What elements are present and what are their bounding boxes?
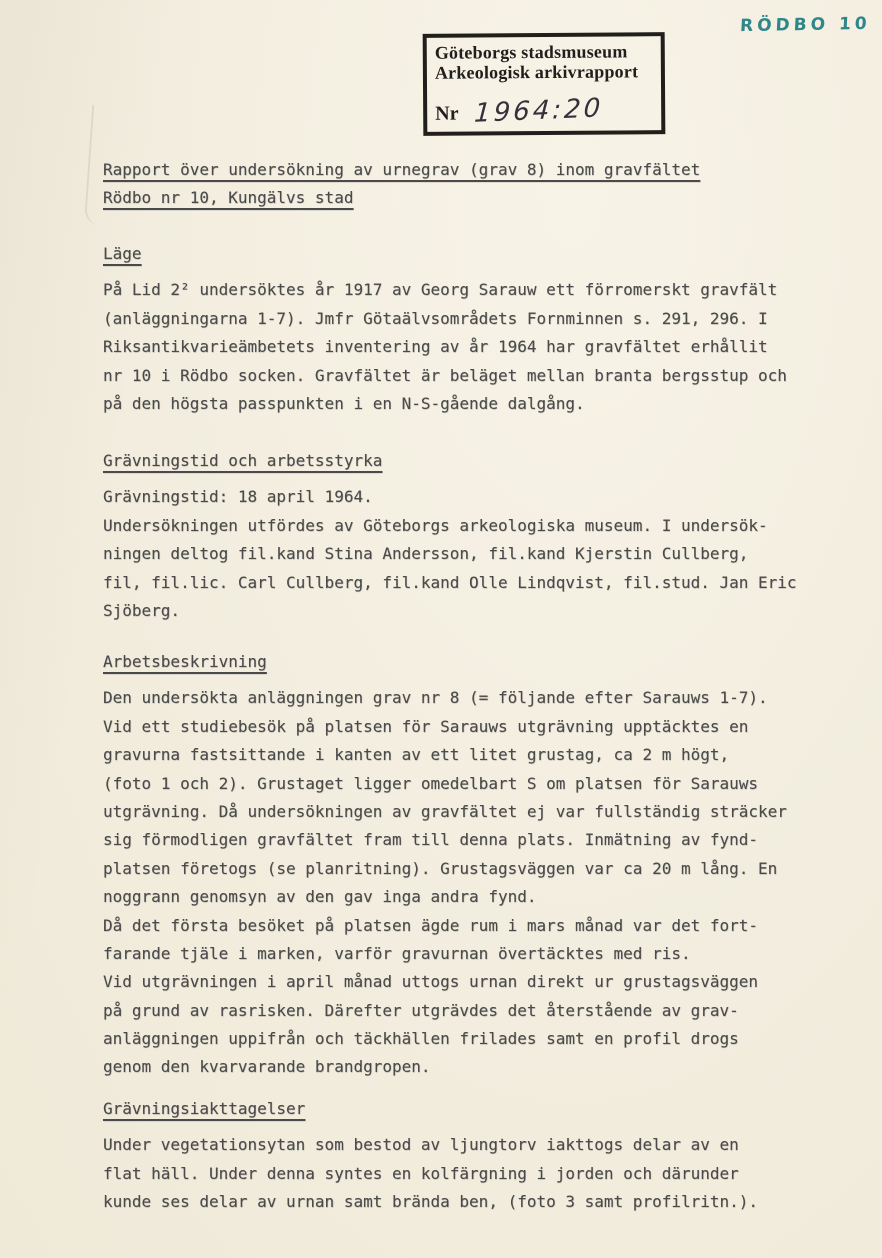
archive-stamp [423, 32, 666, 136]
report-title-line-2: Rödbo nr 10, Kungälvs stad [103, 188, 354, 208]
text-line: Vid ett studiebesök på platsen för Sarauws utgrävning upptäcktes en [103, 716, 749, 736]
text-line: anläggningen uppifrån och täckhällen frilades samt en profil drogs [103, 1029, 739, 1049]
text-line: Den undersökta anläggningen grav nr 8 (= följande efter Sarauws 1-7). [103, 688, 768, 708]
text-line: På Lid 2² undersöktes år 1917 av Georg Sarauw ett förromerskt gravfält [103, 280, 778, 300]
text-line: Undersökningen utfördes av Göteborgs arkeologiska museum. I undersök- [103, 515, 768, 535]
section-body [103, 276, 787, 418]
section-arbetsbeskrivning [103, 648, 787, 1082]
text-line: på den högsta passpunkten i en N-S-gående dalgång. [103, 393, 585, 413]
handwritten-archive-annotation: RÖDBO 10 [739, 13, 872, 37]
stamp-nr-handwritten-value: 1964:20 [473, 93, 605, 129]
section-heading: Arbetsbeskrivning [103, 652, 267, 671]
text-line: farande tjäle i marken, varför gravurnan övertäcktes med ris. [103, 943, 691, 963]
text-line: gravurna fastsittande i kanten av ett litet grustag, ca 2 m högt, [103, 745, 730, 765]
text-line: genom den kvarvarande brandgropen. [103, 1057, 431, 1077]
text-line: fil, fil.lic. Carl Cullberg, fil.kand Olle Lindqvist, fil.stud. Jan Eric [103, 572, 797, 592]
section-heading: Grävningsiakttagelser [103, 1099, 306, 1118]
section-body [103, 1131, 758, 1216]
text-line: ningen deltog fil.kand Stina Andersson, fil.kand Kjerstin Cullberg, [103, 544, 749, 564]
text-line: Då det första besöket på platsen ägde rum i mars månad var det fort- [103, 915, 759, 935]
stamp-report-type: Arkeologisk arkivrapport [434, 61, 639, 83]
text-line: utgrävning. Då undersökningen av gravfältet ej var fullständig sträcker [103, 801, 787, 821]
text-line: Sjöberg. [103, 600, 181, 620]
text-line: (anläggningarna 1-7). Jmfr Götaälvsområdets Fornminnen s. 291, 296. I [103, 308, 768, 328]
text-line: Vid utgrävningen i april månad uttogs urnan direkt ur grustagsväggen [103, 972, 759, 992]
section-heading: Läge [103, 244, 142, 263]
section-body [103, 483, 797, 625]
text-line: Grävningstid: 18 april 1964. [103, 487, 373, 507]
text-line: nr 10 i Rödbo socken. Gravfältet är beläget mellan branta bergsstup och [103, 365, 787, 385]
report-title [103, 156, 700, 213]
section-gravningstid [103, 447, 797, 625]
text-line: sig förmodligen gravfältet fram till denna plats. Inmätning av fynd- [103, 830, 759, 850]
section-gravningsiakttagelser [103, 1095, 758, 1217]
text-line: platsen företogs (se planritning). Grustagsväggen var ca 20 m lång. En [103, 858, 778, 878]
stamp-number-row [435, 93, 605, 129]
text-line: på grund av rasrisken. Därefter utgrävdes det återstående av grav- [103, 1000, 739, 1020]
report-title-line-1: Rapport över undersökning av urnegrav (grav 8) inom gravfältet [103, 160, 701, 179]
text-line: kunde ses delar av urnan samt brända ben, (foto 3 samt profilritn.). [103, 1192, 759, 1212]
text-line: flat häll. Under denna syntes en kolfärgning i jorden och därunder [103, 1163, 739, 1183]
section-lage [103, 240, 787, 418]
stamp-museum-name: Göteborgs stadsmuseum [434, 41, 628, 63]
text-line: Riksantikvarieämbetets inventering av år 1964 har gravfältet erhållit [103, 337, 768, 357]
text-line: Under vegetationsytan som bestod av ljungtorv iakttogs delar av en [103, 1135, 739, 1155]
section-heading: Grävningstid och arbetsstyrka [103, 451, 383, 470]
text-line: (foto 1 och 2). Grustaget ligger omedelbart S om platsen för Sarauws [103, 773, 759, 793]
section-body [103, 684, 787, 1081]
text-line: noggrann genomsyn av den gav inga andra fynd. [103, 887, 537, 907]
stamp-nr-label: Nr [435, 102, 459, 125]
